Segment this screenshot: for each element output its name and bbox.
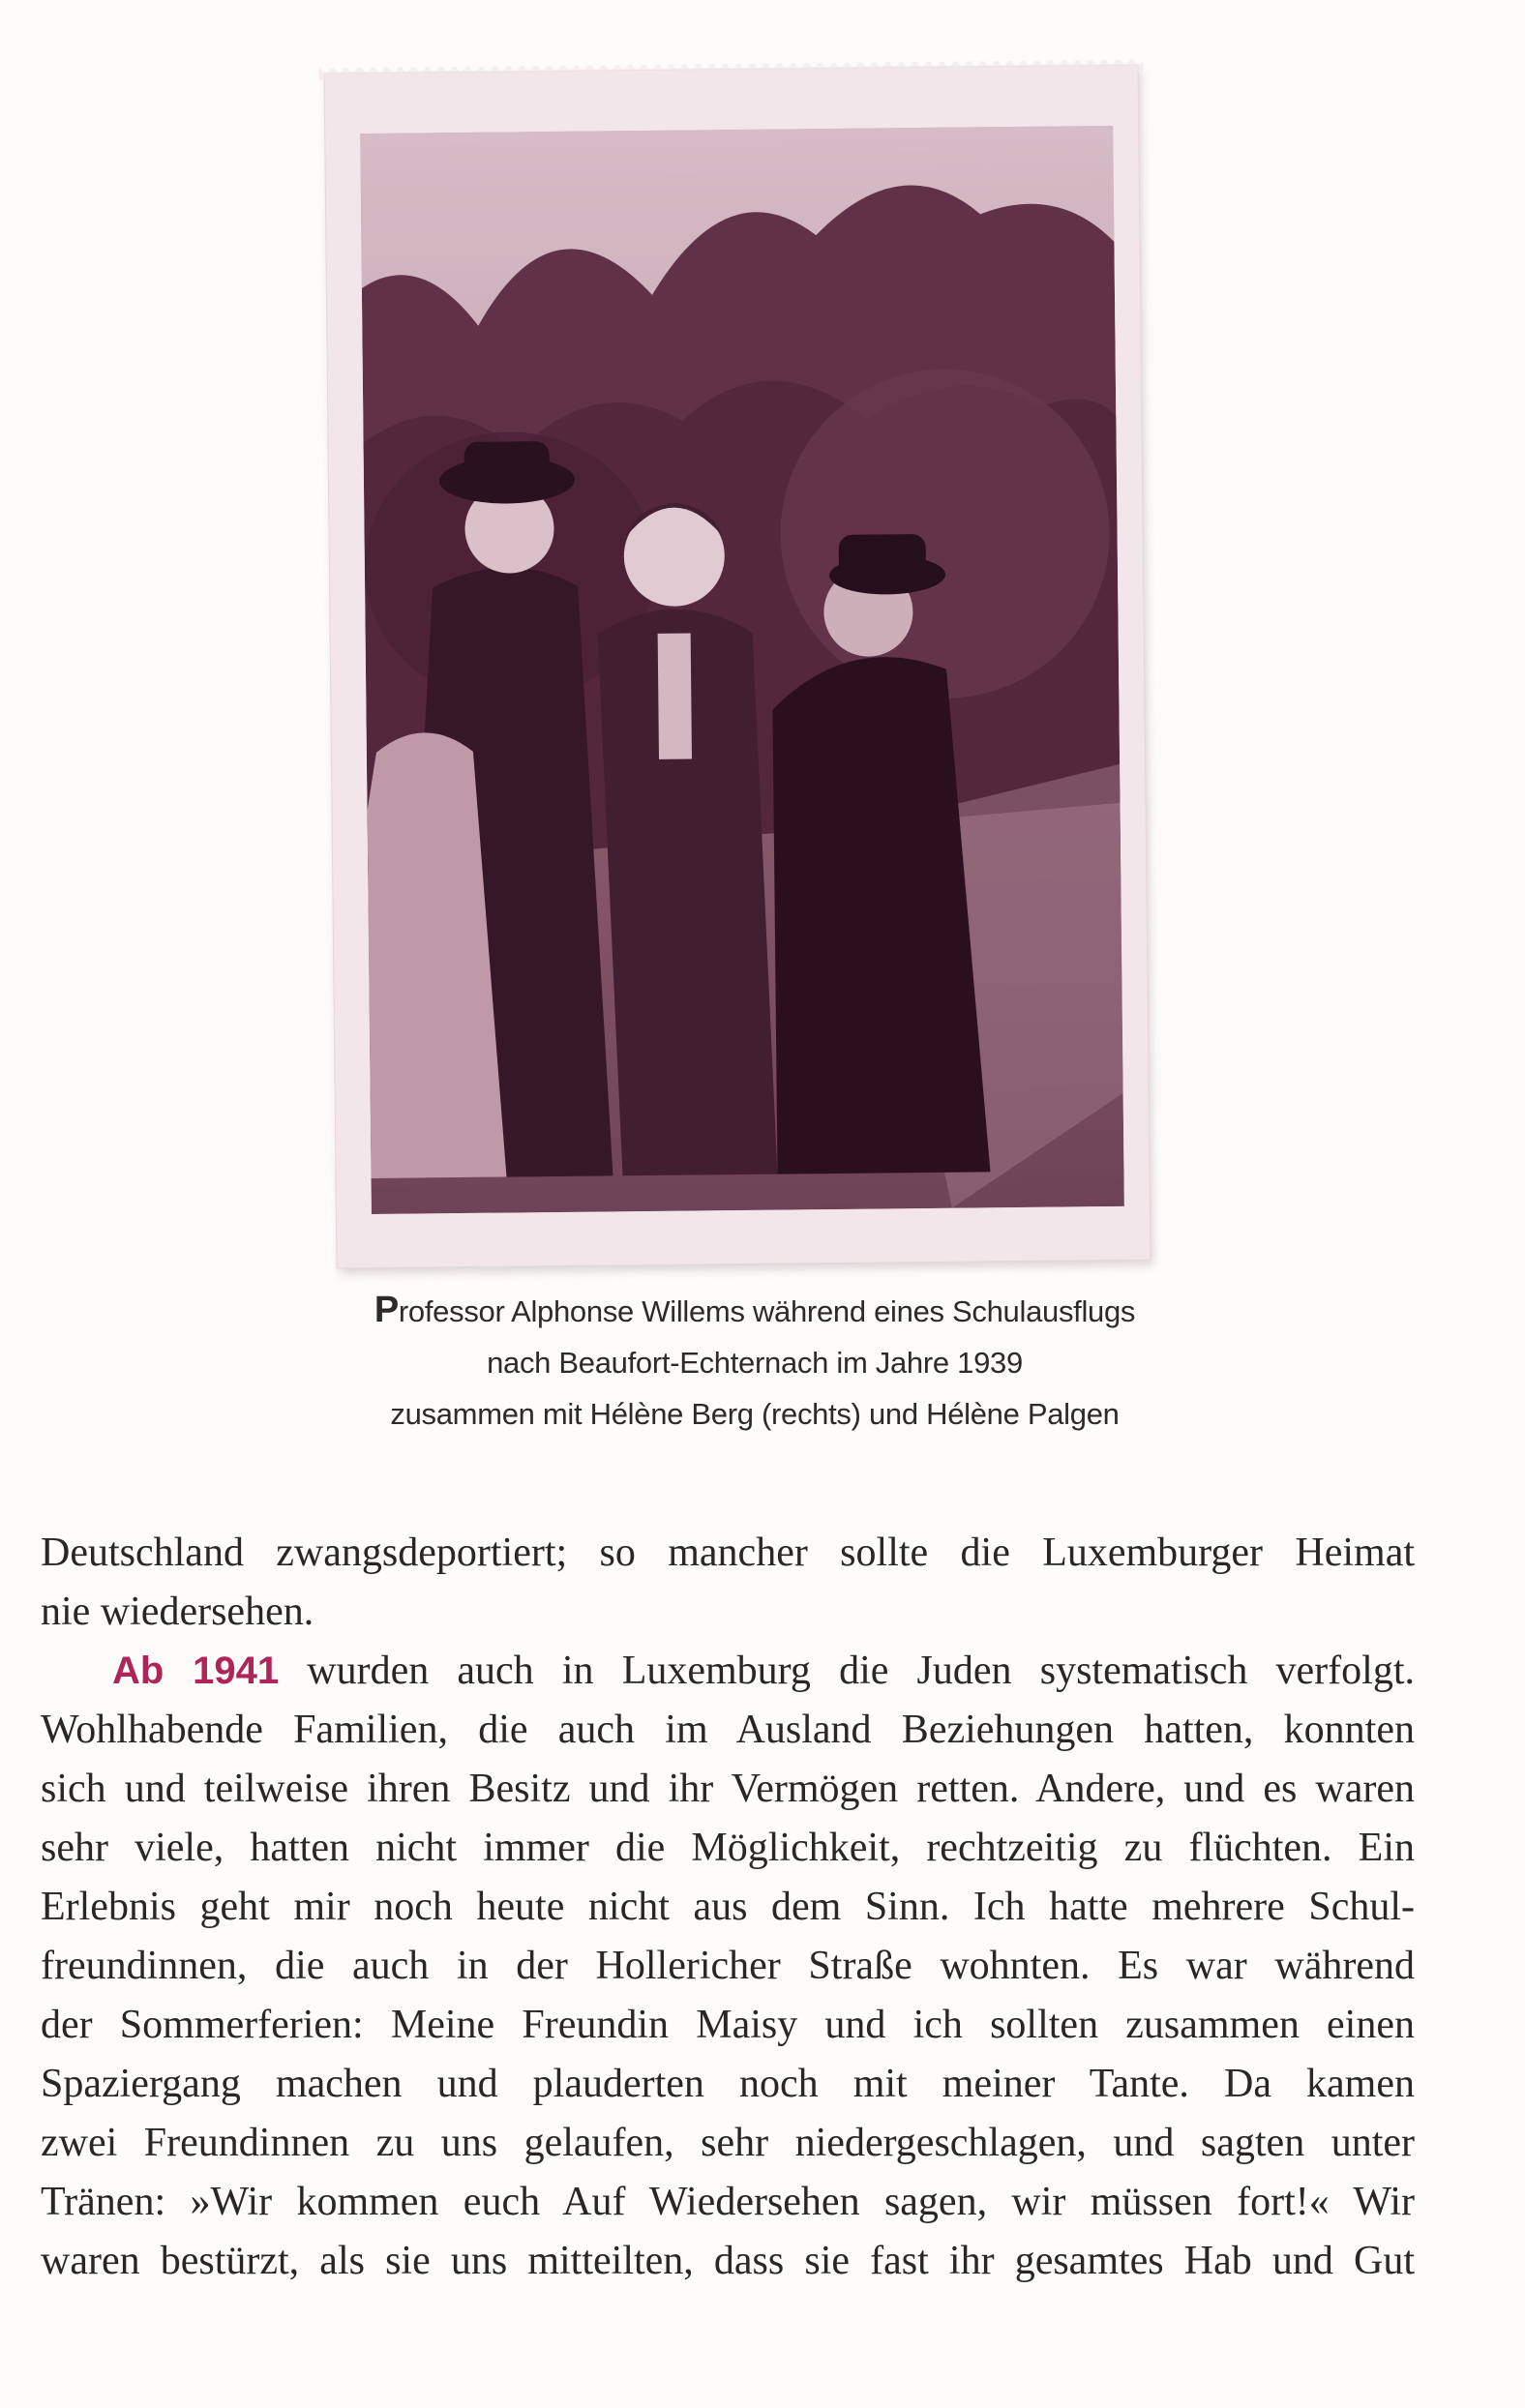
year-highlight: Ab 1941: [112, 1650, 280, 1692]
body-text: [41, 1524, 1415, 2291]
text-line: freundinnen, die auch in der Hollericher Straße wohnten. Es war während: [41, 1944, 1415, 1988]
caption-line-3: zusammen mit Hélène Berg (rechts) und Hélène Palgen: [390, 1397, 1120, 1431]
caption-line-2: nach Beaufort-Echternach im Jahre 1939: [487, 1346, 1023, 1380]
text-line: waren bestürzt, als sie uns mitteilten, dass sie fast ihr gesamtes Hab und Gut: [41, 2239, 1415, 2283]
photo-caption: [290, 1285, 1219, 1440]
text-line: Wohlhabende Familien, die auch im Ausland Beziehungen hatten, konnten: [41, 1708, 1415, 1752]
caption-initial: P: [374, 1290, 399, 1330]
caption-line-1: [290, 1285, 1219, 1337]
text-line: nie wiedersehen.: [41, 1590, 314, 1634]
text-line: sich und teilweise ihren Besitz und ihr Vermögen retten. Andere, und es waren: [41, 1767, 1415, 1811]
text-line: zwei Freundinnen zu uns gelaufen, sehr niedergeschlagen, und sagten unter: [41, 2121, 1415, 2165]
text-line-rest: wurden auch in Luxemburg die Juden systematisch verfolgt.: [279, 1649, 1415, 1693]
text-line: Tränen: »Wir kommen euch Auf Wiedersehen sagen, wir müssen fort!« Wir: [41, 2180, 1415, 2224]
historic-photo: [360, 126, 1124, 1214]
text-line: [41, 1642, 1415, 1701]
paragraph-1: [41, 1524, 1415, 1642]
text-line: der Sommerferien: Meine Freundin Maisy und ich sollten zusammen einen: [41, 2003, 1415, 2047]
historic-photo-icon: [360, 126, 1124, 1214]
paragraph-2: [41, 1642, 1415, 2291]
text-line: Deutschland zwangsdeportiert; so mancher sollte die Luxemburger Heimat: [41, 1531, 1415, 1575]
text-line: Spaziergang machen und plauderten noch mit meiner Tante. Da kamen: [41, 2062, 1415, 2106]
photo-frame: [325, 66, 1151, 1268]
text-line: sehr viele, hatten nicht immer die Möglichkeit, rechtzeitig zu flüchten. Ein: [41, 1826, 1415, 1870]
caption-line-1-text: rofessor Alphonse Willems während eines Schulausflugs: [398, 1294, 1136, 1328]
text-line: Erlebnis geht mir noch heute nicht aus dem Sinn. Ich hatte mehrere Schul-: [41, 1885, 1415, 1929]
